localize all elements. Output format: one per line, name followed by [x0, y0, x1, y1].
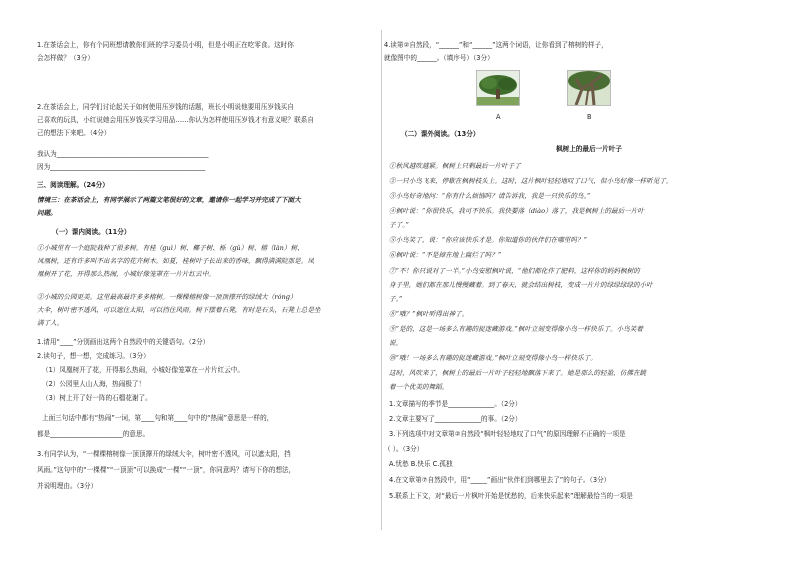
- passage-r1: ①秋风越吹越紧。枫树上只剩最后一片叶子了: [389, 162, 521, 170]
- q1-line2: 会怎样做？（3分）: [37, 54, 94, 62]
- tree-photo-icon: [477, 71, 519, 105]
- tree-trunk-photo-icon: [568, 71, 610, 105]
- question-c-line3: 并说明理由。（3分）: [37, 482, 98, 490]
- q4-line2[interactable]: 就像图中的______。（填序号）（3分）: [384, 54, 494, 62]
- passage-r4-line1: ④枫叶说：“你很快乐，我可不快乐。我快要落（diào）落了，我是枫树上的最后一片叶: [389, 207, 644, 215]
- question-b-sentence3: （3）树上开了好一阵的石榴花谢了。: [42, 394, 152, 402]
- scenario-intro-line1: 情境三：在茶话会上，有同学展示了两篇文笔很好的文章，邀请你一起学习并完成了下面大: [37, 196, 301, 204]
- question-c-line1: 3.有同学认为，“一棵棵榕树像一顶顶撑开的绿绒大伞，树叶密不透风，可以遮太阳，挡: [37, 450, 291, 458]
- question-b-prompt-line1[interactable]: 上面三句话中都有“热闹”一词，第____句和第____句中的“热闹”意思是一样的，: [42, 414, 274, 422]
- photo-label-a: A: [496, 113, 501, 121]
- passage-title: [384, 145, 794, 154]
- passage-p1-line3: 凰树开了花，开得那么热闹，小城好像笼罩在一片片红云中。: [37, 270, 216, 278]
- passage-r9-line2: 说。: [389, 339, 403, 347]
- passage-r3: ③小鸟好奇地问：“你有什么烦恼吗？请告诉我，我是一只快乐的鸟。”: [389, 192, 591, 200]
- extracurricular-reading-heading: （二）课外阅读。（13分）: [401, 130, 480, 138]
- passage-p2-line3: 满了人。: [37, 319, 64, 327]
- q2-line3: 己的想法下来吧。（4分）: [37, 129, 111, 137]
- reading-q3-line1: 3.下列选项中对文章第②自然段“枫叶轻轻地叹了口气”的原因理解不正确的一项是: [389, 430, 626, 438]
- passage-r10: ⑩“哦！一场多么有趣的捉迷藏游戏。”枫叶立刻变得像小鸟一样快乐了。: [389, 354, 597, 362]
- passage-title-text: 枫树上的最后一片叶子: [556, 145, 622, 153]
- question-b: 2.读句子，想一想，完成练习。（3分）: [37, 352, 150, 360]
- passage-r2: ②一只小鸟飞来，停歇在枫树枝头上。这时，这片枫叶轻轻地叹了口气，似小鸟好像一样听见了。: [389, 177, 673, 185]
- passage-r4-line2: 子了。”: [389, 221, 409, 229]
- q2-line2: 己喜欢的玩具，小红说她会用压岁钱买学习用品……你认为怎样使用压岁钱才有意义呢？联系自: [37, 116, 314, 124]
- reading-q2[interactable]: 2.文章主要写了______________的事。（2分）: [389, 415, 522, 423]
- q4-line1[interactable]: 4.读第②自然段，“______”和“______”这两个词语，让你看到了榕树的样子，: [384, 41, 608, 49]
- reading-q3-line2[interactable]: （ ）。（3分）: [384, 445, 424, 453]
- passage-r7-line3: 子。”: [389, 295, 403, 303]
- reading-q4: 4.在文章第⑦自然段中，用“_____”画出“伙伴们到哪里去了”的句子。（3分）: [389, 476, 611, 484]
- q1-line1: 1.在茶话会上，你有个同班想请教你们班的学习委员小明，但是小明正在吃零食。这时你: [37, 41, 294, 49]
- reading-q3-options[interactable]: A.忧愁 B.快乐 C.孤独: [389, 460, 453, 468]
- passage-p1-line2: 凤凰树，还有许多叫不出名字的花卉树木。如夏，桂树叶子长出来的香味，飘得满满院那是。凤: [37, 257, 314, 265]
- question-b-sentence2: （2）公园里人山人海，热闹极了！: [42, 380, 146, 388]
- column-divider: [381, 30, 382, 530]
- passage-p2-line1: ②小城的公园更美。这里最高最许多多榕树。一棵棵榕树像一顶顶撑开的绿绒大（rónɡ）: [37, 293, 297, 301]
- passage-r9-line1: ⑨“是的，这是一场多么有趣的捉迷藏游戏。”枫叶立刻变得像小鸟一样快乐了。小鸟笑着: [389, 325, 644, 333]
- section-3-heading: 三、阅读理解。（24分）: [37, 181, 109, 189]
- reading-q1[interactable]: 1.文章描写的季节是______________。（2分）: [389, 400, 522, 408]
- passage-r11-line2: 着一个优美的舞蹈。: [389, 383, 449, 391]
- passage-p1-line1: ①小城里有一个庭院栽种了很多树。有桂（ɡuì）树、椰子树、栎（ɡǔ）树、榕（lǎn）树、: [37, 244, 304, 252]
- question-b-prompt-line2[interactable]: 都是______________________的意思。: [37, 430, 150, 438]
- passage-r7-line1: ⑦“不！你只说对了一半。”小鸟安慰枫叶说，“他们都化作了肥料，这样你的妈妈枫树的: [389, 267, 640, 275]
- tree-photo-a: [476, 70, 520, 106]
- question-b-sentence1: （1）凤凰树开了花，开得那么热闹，小城好像笼罩在一片片红云中。: [42, 366, 245, 374]
- reading-q5: 5.联系上下文，对“最后一片枫叶开始是忧愁的，后来快乐起来”理解最恰当的一项是: [389, 492, 633, 500]
- tree-photo-b: [567, 70, 611, 106]
- question-a: 1.请用“____”分别画出这两个自然段中的关键语句。（2分）: [37, 338, 210, 346]
- passage-p2-line2: 大伞，树叶密不透风，可以遮住太阳，可以挡住风雨。树下摆着石凳，有时是石头，石凳上总是坐: [37, 306, 321, 314]
- passage-r8: ⑧“哦？”枫叶听得出神了。: [389, 310, 469, 318]
- q2-i-think-line[interactable]: 我认为______________________________________________: [37, 150, 209, 158]
- question-c-line2: 风雨。”这句中的“一棵棵”“一顶顶”可以换成“一棵”“一顶”，你同意吗？请写下你的想法，: [37, 466, 296, 474]
- passage-r7-line2: 身子里，她们都在那儿慢慢藏着。到了春天，就会结出树枝，变成一片片的绿绿绿绿的小叶: [389, 281, 653, 289]
- q2-because-line[interactable]: 因为_______________________________________________: [37, 163, 206, 171]
- scenario-intro-line2: 问题。: [37, 209, 57, 217]
- passage-r6: ⑥枫叶说：“不是掉在地上腐烂了吗？”: [389, 251, 502, 259]
- in-class-reading-heading: （一）课内阅读。（11分）: [52, 228, 131, 236]
- q2-line1: 2.在茶话会上，同学们讨论起关于如何使用压岁钱的话题，班长小明说他要用压岁钱买自: [37, 103, 294, 111]
- passage-r5: ⑤小鸟笑了，说：“你应该快乐才是。你知道你的伙伴们在哪里吗？”: [389, 236, 587, 244]
- photo-label-b: B: [587, 113, 592, 121]
- passage-r11-line1: 这时，风吹来了，枫树上的最后一片叶子轻轻地飘落下来了。她是那么的轻盈，仿佛在跳: [389, 369, 647, 377]
